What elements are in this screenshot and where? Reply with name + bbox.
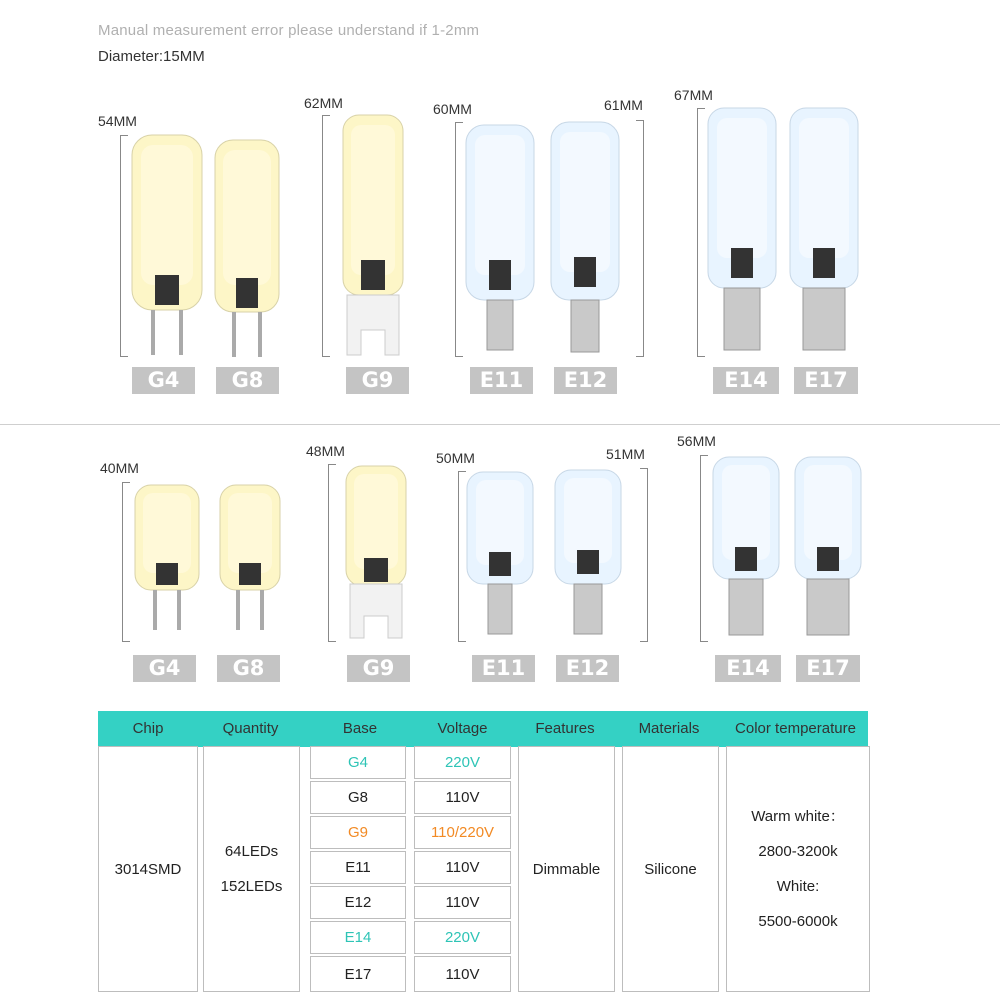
quantity-value: 64LEDs bbox=[224, 843, 279, 860]
e17-bulb-image bbox=[792, 457, 864, 642]
measure-e11: 50MM bbox=[436, 450, 475, 466]
measure-g4-g8: 54MM bbox=[98, 113, 137, 129]
measure-e14-e17: 67MM bbox=[674, 87, 713, 103]
g8-bulb-image bbox=[218, 485, 283, 645]
header-features: Features bbox=[535, 720, 595, 737]
label-e11: E11 bbox=[470, 367, 533, 394]
chip-cell bbox=[98, 746, 198, 992]
dimension-bracket bbox=[640, 468, 648, 642]
e11-bulb-image bbox=[464, 472, 536, 642]
diameter-label: Diameter:15MM bbox=[98, 48, 205, 65]
header-color-temperature: Color temperature bbox=[735, 720, 856, 737]
header-materials: Materials bbox=[638, 720, 700, 737]
color-temp-line: 2800-3200k bbox=[758, 843, 838, 860]
label-g4: G4 bbox=[133, 655, 196, 682]
e12-bulb-image bbox=[548, 122, 623, 360]
voltage-cell: 110/220V bbox=[414, 816, 511, 849]
measurement-note: Manual measurement error please understand if 1-2mm bbox=[98, 22, 480, 39]
g9-bulb-image bbox=[340, 466, 412, 646]
base-cell: E11 bbox=[310, 851, 406, 884]
color-temp-line: 5500-6000k bbox=[758, 913, 838, 930]
label-g4: G4 bbox=[132, 367, 195, 394]
e17-bulb-image bbox=[787, 108, 862, 360]
label-e11: E11 bbox=[472, 655, 535, 682]
header-quantity: Quantity bbox=[222, 720, 279, 737]
voltage-cell: 110V bbox=[414, 781, 511, 814]
color-temperature-cell bbox=[726, 746, 870, 992]
label-g8: G8 bbox=[217, 655, 280, 682]
base-cell: G4 bbox=[310, 746, 406, 779]
dimension-bracket bbox=[700, 455, 708, 642]
base-cell: G9 bbox=[310, 816, 406, 849]
chip-value: 3014SMD bbox=[114, 860, 182, 878]
materials-cell bbox=[622, 746, 719, 992]
dimension-bracket bbox=[697, 108, 705, 357]
e14-bulb-image bbox=[705, 108, 780, 360]
e14-bulb-image bbox=[710, 457, 782, 642]
label-e17: E17 bbox=[796, 655, 860, 682]
quantity-cell bbox=[203, 746, 300, 992]
dimension-bracket bbox=[636, 120, 644, 357]
label-e14: E14 bbox=[713, 367, 779, 394]
g4-bulb-image bbox=[127, 135, 207, 360]
section-divider bbox=[0, 424, 1000, 425]
color-temp-line: Warm white： bbox=[751, 808, 845, 825]
quantity-value: 152LEDs bbox=[220, 878, 283, 895]
base-cell: E12 bbox=[310, 886, 406, 919]
label-g9: G9 bbox=[347, 655, 410, 682]
header-voltage: Voltage bbox=[437, 720, 488, 737]
measure-e12: 51MM bbox=[606, 446, 645, 462]
base-cell: E17 bbox=[310, 956, 406, 992]
spec-table-header bbox=[98, 711, 868, 747]
measure-g9: 48MM bbox=[306, 443, 345, 459]
dimension-bracket bbox=[328, 464, 336, 642]
g8-bulb-image bbox=[212, 140, 282, 360]
measure-e12: 61MM bbox=[604, 97, 643, 113]
label-e14: E14 bbox=[715, 655, 781, 682]
base-cell: G8 bbox=[310, 781, 406, 814]
e11-bulb-image bbox=[463, 125, 538, 360]
measure-e14-e17: 56MM bbox=[677, 433, 716, 449]
voltage-cell: 220V bbox=[414, 746, 511, 779]
label-g8: G8 bbox=[216, 367, 279, 394]
g9-bulb-image bbox=[333, 115, 413, 360]
measure-g9: 62MM bbox=[304, 95, 343, 111]
features-cell bbox=[518, 746, 615, 992]
label-g9: G9 bbox=[346, 367, 409, 394]
measure-e11: 60MM bbox=[433, 101, 472, 117]
e12-bulb-image bbox=[552, 470, 624, 642]
voltage-cell: 110V bbox=[414, 886, 511, 919]
features-value: Dimmable bbox=[532, 860, 601, 878]
voltage-cell: 110V bbox=[414, 956, 511, 992]
color-temp-line: White: bbox=[776, 878, 820, 895]
materials-value: Silicone bbox=[644, 860, 697, 878]
dimension-bracket bbox=[455, 122, 463, 357]
header-chip: Chip bbox=[132, 720, 164, 737]
dimension-bracket bbox=[322, 115, 330, 357]
base-cell: E14 bbox=[310, 921, 406, 954]
g4-bulb-image bbox=[132, 485, 202, 645]
label-e17: E17 bbox=[794, 367, 858, 394]
label-e12: E12 bbox=[554, 367, 617, 394]
voltage-cell: 220V bbox=[414, 921, 511, 954]
measure-g4-g8: 40MM bbox=[100, 460, 139, 476]
voltage-cell: 110V bbox=[414, 851, 511, 884]
dimension-bracket bbox=[122, 482, 130, 642]
header-base: Base bbox=[342, 720, 378, 737]
label-e12: E12 bbox=[556, 655, 619, 682]
